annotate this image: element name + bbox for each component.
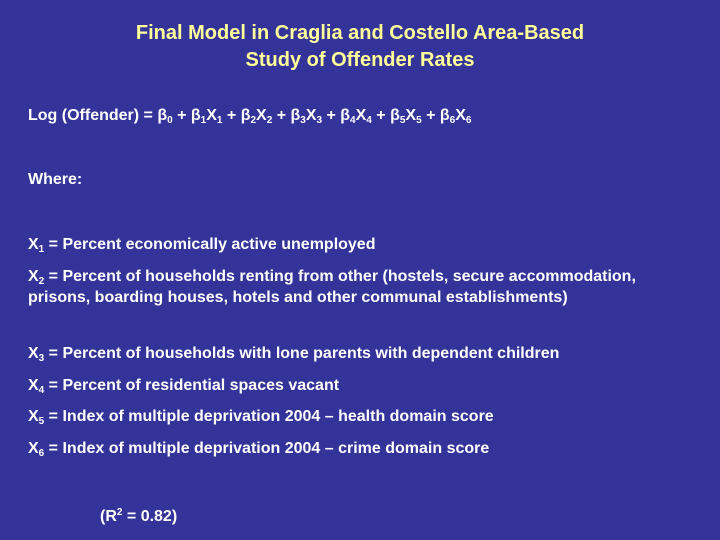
definition-subscript: 3: [38, 353, 45, 364]
x-variable: X: [256, 107, 267, 124]
definition-subscript: 2: [38, 276, 45, 287]
definition-text: = Index of multiple deprivation 2004 – crime domain score: [44, 440, 490, 457]
equation-lhs: Log (Offender) =: [28, 107, 158, 124]
definition-variable: X: [28, 408, 39, 425]
beta-symbol: β: [190, 107, 201, 124]
definition-text: = Percent of residential spaces vacant: [44, 377, 340, 394]
x-variable: X: [355, 107, 367, 124]
beta-symbol: β: [290, 107, 301, 124]
definition-x2: [28, 266, 698, 308]
definition-variable: X: [28, 236, 39, 253]
r-squared-value: = 0.82): [122, 508, 178, 525]
r-squared-open: (R: [100, 508, 117, 525]
x-subscript: 6: [465, 115, 472, 126]
definition-x1: [28, 234, 698, 255]
x-subscript: 2: [266, 115, 273, 126]
model-equation: [28, 107, 471, 125]
r-squared-superscript: 2: [116, 507, 123, 518]
definition-variable: X: [28, 345, 39, 362]
plus-sign: +: [272, 107, 291, 124]
r-squared-note: [100, 508, 177, 526]
beta-symbol: β: [390, 107, 400, 124]
plus-sign: +: [322, 107, 341, 124]
title-line-1: Final Model in Craglia and Costello Area-Based: [135, 22, 585, 44]
definition-subscript: 5: [38, 416, 45, 427]
x-subscript: 3: [316, 115, 323, 126]
definition-text: = Percent economically active unemployed: [44, 236, 376, 253]
title-line-2: Study of Offender Rates: [245, 49, 475, 71]
x-variable: X: [305, 107, 317, 124]
beta-subscript: 4: [350, 115, 356, 126]
definition-text: = Percent of households renting from other (hostels, secure accommodation, prisons, boarding houses, hotels and other communal establishments): [28, 268, 636, 306]
beta-subscript: 2: [250, 115, 257, 126]
definition-subscript: 1: [38, 244, 45, 255]
plus-sign: +: [172, 107, 191, 124]
beta-symbol: β: [340, 107, 351, 124]
beta-subscript: 0: [167, 115, 173, 126]
definition-x6: [28, 438, 698, 459]
beta-subscript: 6: [449, 115, 456, 126]
definition-variable: X: [28, 268, 39, 285]
x-variable: X: [405, 107, 417, 124]
definition-x4: [28, 375, 698, 396]
beta-symbol: β: [439, 107, 450, 124]
definition-x5: [28, 406, 698, 427]
definition-text: = Index of multiple deprivation 2004 – health domain score: [44, 408, 494, 425]
plus-sign: +: [222, 107, 241, 124]
x-subscript: 5: [416, 115, 422, 126]
where-label: Where:: [28, 171, 83, 188]
beta-symbol: β: [240, 107, 251, 124]
slide-title: [0, 20, 720, 74]
definition-x3: [28, 343, 698, 364]
plus-sign: +: [421, 107, 440, 124]
definition-subscript: 6: [38, 448, 45, 459]
definition-variable: X: [28, 440, 39, 457]
definition-variable: X: [28, 377, 39, 394]
beta-subscript: 3: [300, 115, 306, 126]
beta-subscript: 5: [399, 115, 406, 126]
definition-text: = Percent of households with lone parents with dependent children: [44, 345, 560, 362]
definition-subscript: 4: [38, 385, 45, 396]
beta-symbol: β: [157, 107, 168, 124]
plus-sign: +: [371, 107, 391, 124]
x-subscript: 1: [216, 115, 223, 126]
beta-subscript: 1: [200, 115, 207, 126]
x-variable: X: [206, 107, 217, 124]
x-variable: X: [455, 107, 466, 124]
x-subscript: 4: [366, 115, 372, 126]
